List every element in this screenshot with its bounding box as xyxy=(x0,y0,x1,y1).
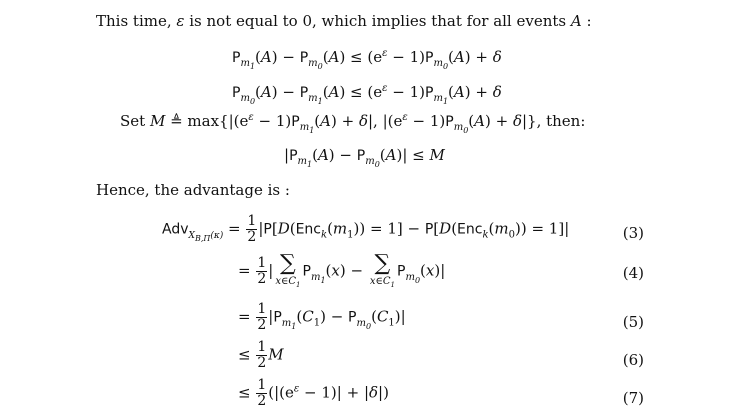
equation-7: ≤ $\frac{1}{2}$ $(|(e^\varepsilon - 1)| + |\delta|)$ xyxy=(238,377,389,409)
inequality-1: $P_{m_1}(A) - P_{m_0}(A) \le (e^\varepsilon - 1)P_{m_0}(A) + \delta$ xyxy=(232,48,502,71)
equation-number-5: (5) xyxy=(622,313,644,331)
abs-bound-m: $|P_{m_1}(A) - P_{m_0}(A)| \le M$ xyxy=(284,146,445,169)
intro-sentence xyxy=(96,14,592,29)
equation-number-7: (7) xyxy=(622,389,644,407)
intro-text-1: This time, xyxy=(96,12,172,30)
set-m-definition: Set M ≜ $\max\{|(e^\varepsilon - 1)P_{m_1}(A) + \delta|$, $|(e^\varepsilon - 1)P_{m_0}(A) + \delta|$}, then: xyxy=(120,112,586,135)
equation-3: Adv$_{XB,\Pi(\kappa)}$ = $\frac{1}{2}$ $|P[D(Enc_k(m_1)) = 1] - P[D(Enc_k(m_0)) = 1]|$ xyxy=(162,213,570,245)
equation-4: = $\frac{1}{2}$ | ∑ $x\in C_1$ $P_{m_1}(x)$ − ∑ $x\in C_1$ $P_{m_0}(x)|$ xyxy=(238,251,446,289)
set-label: Set xyxy=(120,112,146,130)
epsilon-symbol: ε xyxy=(176,12,185,30)
intro-colon: : xyxy=(586,12,592,30)
event-symbol: A xyxy=(570,12,582,30)
equation-number-4: (4) xyxy=(622,264,644,282)
equation-number-6: (6) xyxy=(622,351,644,369)
hence-sentence: Hence, the advantage is : xyxy=(96,181,290,199)
equation-number-3: (3) xyxy=(622,224,644,242)
intro-text-2: is not equal to 0, which implies that for all events xyxy=(189,12,567,30)
inequality-2: $P_{m_0}(A) - P_{m_1}(A) \le (e^\varepsilon - 1)P_{m_1}(A) + \delta$ xyxy=(232,83,502,106)
equation-5: = $\frac{1}{2}$ $|P_{m_1}(C_1) - P_{m_0}(C_1)|$ xyxy=(238,301,406,333)
equation-6: ≤ $\frac{1}{2}$ M xyxy=(238,339,284,371)
